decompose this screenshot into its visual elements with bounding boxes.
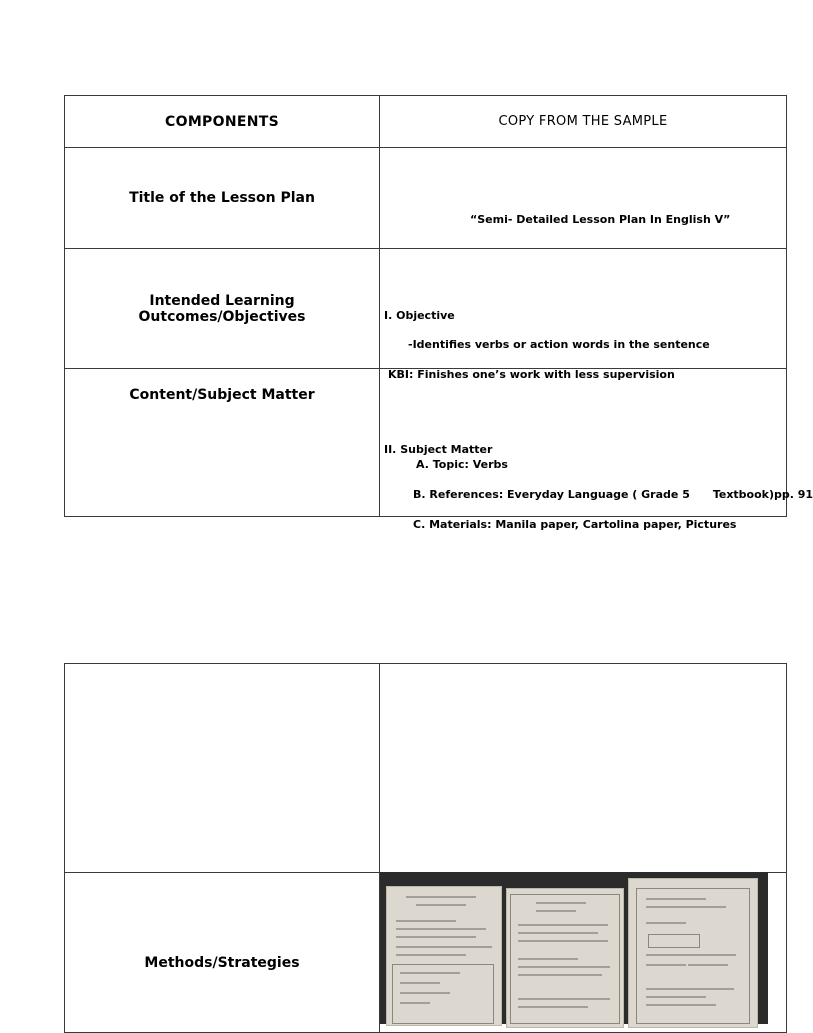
table-header-row [65, 96, 787, 148]
photo-sheet-2 [506, 888, 624, 1028]
lesson-title-text: “Semi- Detailed Lesson Plan In English V” [470, 213, 731, 226]
lesson-plan-photos-image [380, 872, 768, 1024]
photo-sheet-1 [386, 886, 502, 1026]
references-item: B. References: Everyday Language ( Grade 5 Textbook)pp. 91 [413, 487, 813, 501]
row-label-title: Title of the Lesson Plan [129, 190, 315, 206]
row-label-methods: Methods/Strategies [144, 955, 300, 971]
row-label-cell [65, 249, 380, 369]
table-row-title [65, 148, 787, 249]
header-components-label: COMPONENTS [165, 113, 279, 130]
table-row-content [65, 369, 787, 517]
subject-matter-heading: II. Subject Matter [384, 442, 493, 456]
table-row-empty [65, 664, 787, 873]
topic-item: A. Topic: Verbs [416, 457, 508, 471]
header-components [65, 96, 380, 148]
kbi-item: KBI: Finishes one’s work with less supervision [388, 367, 675, 381]
row-content-cell [380, 148, 787, 249]
row-label-cell [65, 873, 380, 1033]
photo-sheet-3 [628, 878, 758, 1028]
components-table [64, 95, 813, 531]
header-copy-sample [380, 96, 787, 148]
row-content-cell [380, 249, 787, 381]
objective-item: -Identifies verbs or action words in the sentence [408, 337, 710, 351]
row-label-cell [65, 664, 380, 873]
table-row-objectives [65, 249, 787, 369]
row-content-cell [380, 369, 813, 531]
materials-item: C. Materials: Manila paper, Cartolina paper, Pictures [413, 517, 737, 531]
row-label-objectives: Intended Learning Outcomes/Objectives [138, 292, 306, 325]
header-copy-sample-label: COPY FROM THE SAMPLE [498, 114, 668, 129]
row-content-cell [380, 664, 787, 873]
row-label-cell [65, 369, 380, 517]
row-label-content: Content/Subject Matter [129, 387, 315, 403]
row-label-cell [65, 148, 380, 249]
objective-heading: I. Objective [384, 308, 455, 322]
